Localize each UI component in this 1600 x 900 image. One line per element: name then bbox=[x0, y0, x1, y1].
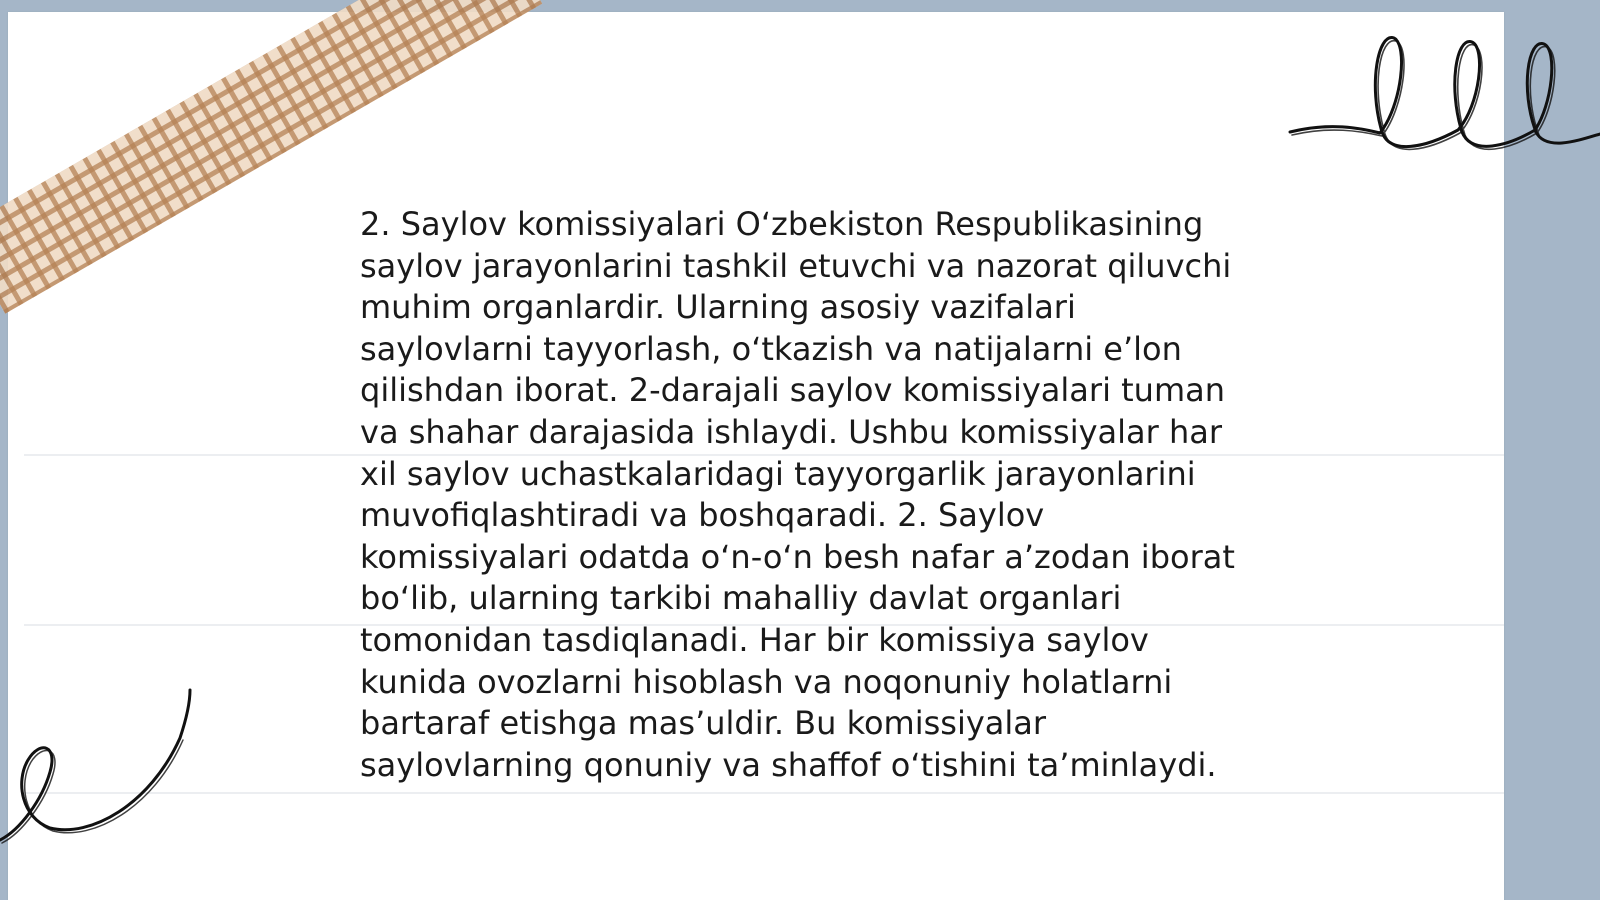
ruled-line bbox=[24, 792, 1504, 794]
scribble-loops-icon bbox=[1290, 30, 1600, 170]
body-paragraph: 2. Saylov komissiyalari O‘zbekiston Respublikasining saylov jarayonlarini tashkil etuvchi va nazorat qiluvchi muhim organlardir. Ularning asosiy vazifalari saylovlarni tayyorlash, o‘tkazish va natijalarni e’lon qilishdan iborat. 2-darajali saylov komissiyalari tuman va shahar darajasida ishlaydi. Ushbu komissiyalar har xil saylov uchastkalaridagi tayyorgarlik jarayonlarini muvofiqlashtiradi va boshqaradi. 2. Saylov komissiyalari odatda o‘n-o‘n besh nafar a’zodan iborat bo‘lib, ularning tarkibi mahalliy davlat organlari tomonidan tasdiqlanadi. Har bir komissiya saylov kunida ovozlarni hisoblash va noqonuniy holatlarni bartaraf etishga mas’uldir. Bu komissiyalar saylovlarning qonuniy va shaffof o‘tishini ta’minlaydi. bbox=[360, 205, 1235, 784]
scribble-swirl-icon bbox=[0, 690, 200, 850]
